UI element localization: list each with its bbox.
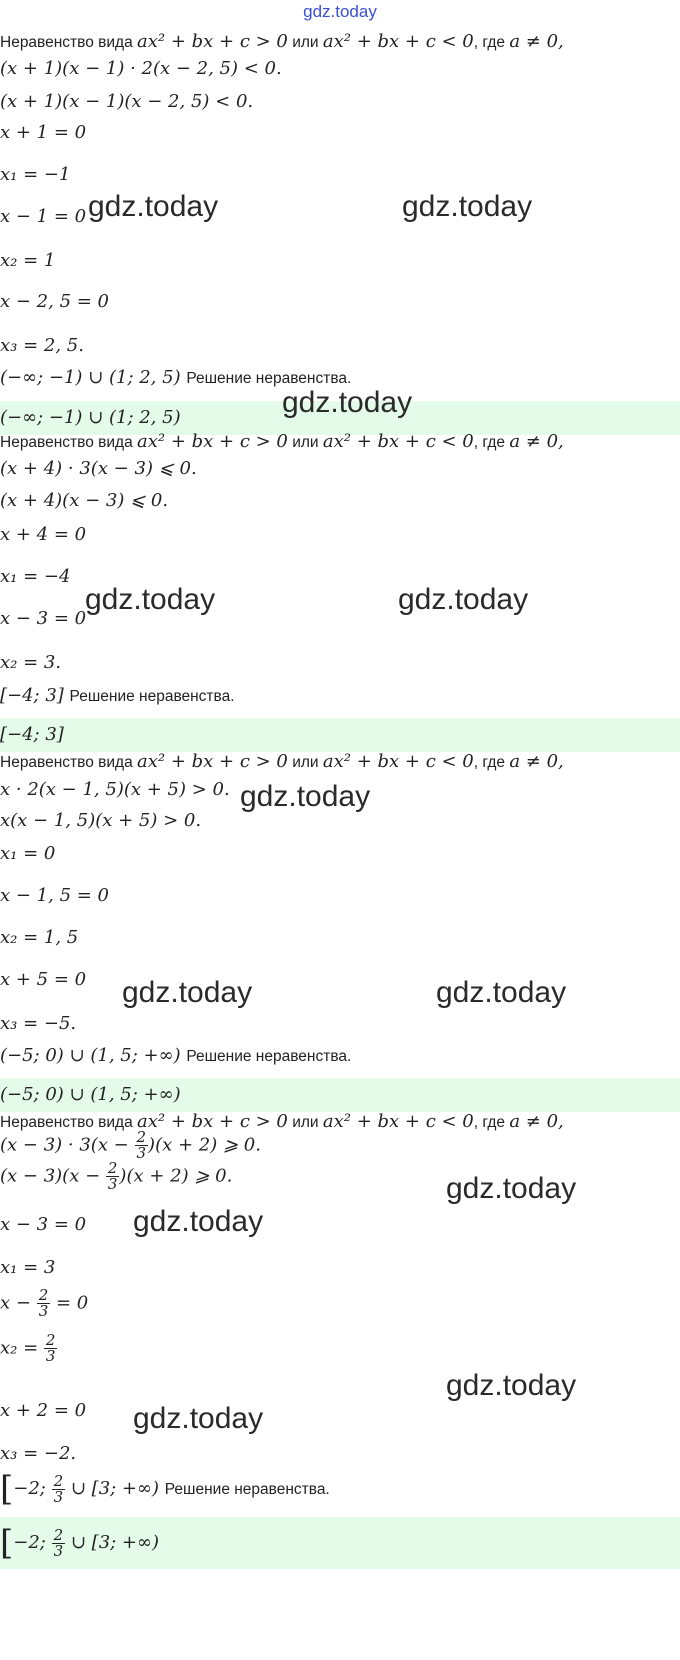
rule-statement: [0, 430, 680, 455]
rule-math: a ≠ 0,: [509, 31, 564, 52]
rule-math: ax² + bx + c > 0: [137, 431, 288, 452]
fraction-numerator: 2: [136, 1128, 147, 1146]
equation-step: (x + 1)(x − 1)(x − 2, 5) < 0.: [0, 91, 254, 112]
solution-line: [−4; 3] Решение неравенства.: [0, 685, 235, 706]
fraction-numerator: 2: [107, 1159, 118, 1177]
equation-step: x − 3 = 0: [0, 1214, 87, 1235]
answer-box: [−2; $\frac{2}{3}$ ∪ [3; +∞): [0, 1517, 680, 1569]
solution-label: Решение неравенства.: [186, 370, 352, 387]
fraction-denominator: 3: [53, 1541, 64, 1560]
answer-box: (−5; 0) ∪ (1, 5; +∞): [0, 1078, 680, 1112]
equation-step: x₁ = 3: [0, 1257, 56, 1278]
fraction-numerator: 2: [45, 1331, 56, 1349]
equation-step: x₃ = −2.: [0, 1443, 77, 1464]
equation-step: (x − 3)(x − $\frac{2}{3}$ )(x + 2) ⩾ 0.: [0, 1159, 233, 1193]
fraction: [52, 1471, 66, 1506]
watermark: gdz.today: [436, 976, 567, 1009]
watermark: gdz.today: [282, 386, 413, 419]
bracket: [: [0, 1523, 14, 1563]
rule-statement: [0, 30, 680, 55]
equation-step: (x + 1)(x − 1) · 2(x − 2, 5) < 0.: [0, 58, 282, 79]
equation-step: x₁ = −1: [0, 164, 71, 185]
fraction: [106, 1161, 120, 1192]
rule-math: a ≠ 0,: [509, 431, 564, 452]
rule-math: ax² + bx + c < 0: [322, 1111, 474, 1132]
rule-text: или: [287, 1114, 323, 1131]
equation-step: x − 2, 5 = 0: [0, 291, 110, 312]
equation-step: x₃ = −5.: [0, 1013, 77, 1034]
watermark: gdz.today: [88, 190, 219, 223]
rule-text: Неравенство вида: [0, 1114, 137, 1131]
rule-text: Неравенство вида: [0, 34, 137, 51]
fraction: [52, 1525, 66, 1560]
equation-step: x + 4 = 0: [0, 524, 87, 545]
watermark: gdz.today: [85, 583, 216, 616]
rule-text: или: [287, 434, 323, 451]
solution-line: [−2; $\frac{2}{3}$ ∪ [3; +∞) Решение неравенства.: [0, 1469, 330, 1509]
watermark: gdz.today: [133, 1402, 264, 1435]
fraction-numerator: 2: [38, 1286, 49, 1304]
fraction-denominator: 3: [53, 1487, 64, 1506]
watermark: gdz.today: [446, 1172, 577, 1205]
equation-step: x · 2(x − 1, 5)(x + 5) > 0.: [0, 779, 230, 800]
rule-text: или: [287, 754, 323, 771]
solution-line: (−5; 0) ∪ (1, 5; +∞) Решение неравенства.: [0, 1045, 352, 1066]
watermark: gdz.today: [240, 780, 371, 813]
rule-text: , где: [473, 1114, 510, 1131]
equation-step: (x + 4) · 3(x − 3) ⩽ 0.: [0, 458, 197, 479]
solution-label: Решение неравенства.: [164, 1481, 330, 1498]
fraction: [37, 1288, 51, 1319]
equation-step: (x + 4)(x − 3) ⩽ 0.: [0, 490, 169, 511]
rule-text: Неравенство вида: [0, 434, 137, 451]
equation-step: x + 2 = 0: [0, 1400, 87, 1421]
rule-math: a ≠ 0,: [509, 1111, 564, 1132]
equation-step: x − $\frac{2}{3}$ = 0: [0, 1286, 89, 1320]
equation-step: x₂ = 1: [0, 250, 56, 271]
watermark: gdz.today: [398, 583, 529, 616]
fraction-denominator: 3: [45, 1347, 56, 1365]
answer-box: (−∞; −1) ∪ (1; 2, 5): [0, 401, 680, 435]
fraction-numerator: 2: [53, 1525, 64, 1544]
rule-text: , где: [473, 34, 510, 51]
equation-step: x − 1, 5 = 0: [0, 885, 110, 906]
rule-math: ax² + bx + c > 0: [137, 751, 288, 772]
solution-line: (−∞; −1) ∪ (1; 2, 5) Решение неравенства.: [0, 367, 352, 388]
site-logo[interactable]: gdz.today: [303, 2, 377, 21]
rule-text: , где: [473, 754, 510, 771]
equation-step: (x − 3) · 3(x − $\frac{2}{3}$ )(x + 2) ⩾ 0.: [0, 1128, 261, 1162]
equation-step: x₃ = 2, 5.: [0, 335, 84, 356]
equation-step: x₁ = 0: [0, 843, 56, 864]
equation-step: x₂ = 1, 5: [0, 927, 79, 948]
solution-label: Решение неравенства.: [186, 1048, 352, 1065]
fraction-denominator: 3: [107, 1175, 118, 1193]
rule-math: ax² + bx + c < 0: [322, 431, 474, 452]
equation-step: x₂ = $\frac{2}{3}$: [0, 1331, 56, 1365]
watermark: gdz.today: [133, 1205, 264, 1238]
rule-text: или: [287, 34, 323, 51]
equation-step: x(x − 1, 5)(x + 5) > 0.: [0, 810, 202, 831]
answer-box: [−4; 3]: [0, 718, 680, 752]
rule-statement: [0, 750, 680, 775]
equation-step: x − 1 = 0: [0, 206, 87, 227]
bracket: [: [0, 1469, 14, 1509]
fraction-denominator: 3: [136, 1144, 147, 1162]
fraction-numerator: 2: [53, 1471, 64, 1490]
equation-step: x₁ = −4: [0, 566, 71, 587]
watermark: gdz.today: [402, 190, 533, 223]
watermark: gdz.today: [122, 976, 253, 1009]
equation-step: x + 1 = 0: [0, 122, 87, 143]
fraction: [135, 1130, 149, 1161]
equation-step: x + 5 = 0: [0, 969, 87, 990]
rule-math: a ≠ 0,: [509, 751, 564, 772]
rule-math: ax² + bx + c < 0: [322, 751, 474, 772]
rule-math: ax² + bx + c > 0: [137, 31, 288, 52]
rule-text: Неравенство вида: [0, 754, 137, 771]
watermark: gdz.today: [446, 1369, 577, 1402]
rule-math: ax² + bx + c < 0: [322, 31, 474, 52]
fraction-denominator: 3: [38, 1302, 49, 1320]
equation-step: x₂ = 3.: [0, 652, 62, 673]
rule-text: , где: [473, 434, 510, 451]
equation-step: x − 3 = 0: [0, 608, 87, 629]
solution-label: Решение неравенства.: [69, 688, 235, 705]
rule-math: ax² + bx + c > 0: [137, 1111, 288, 1132]
fraction: [44, 1333, 58, 1364]
